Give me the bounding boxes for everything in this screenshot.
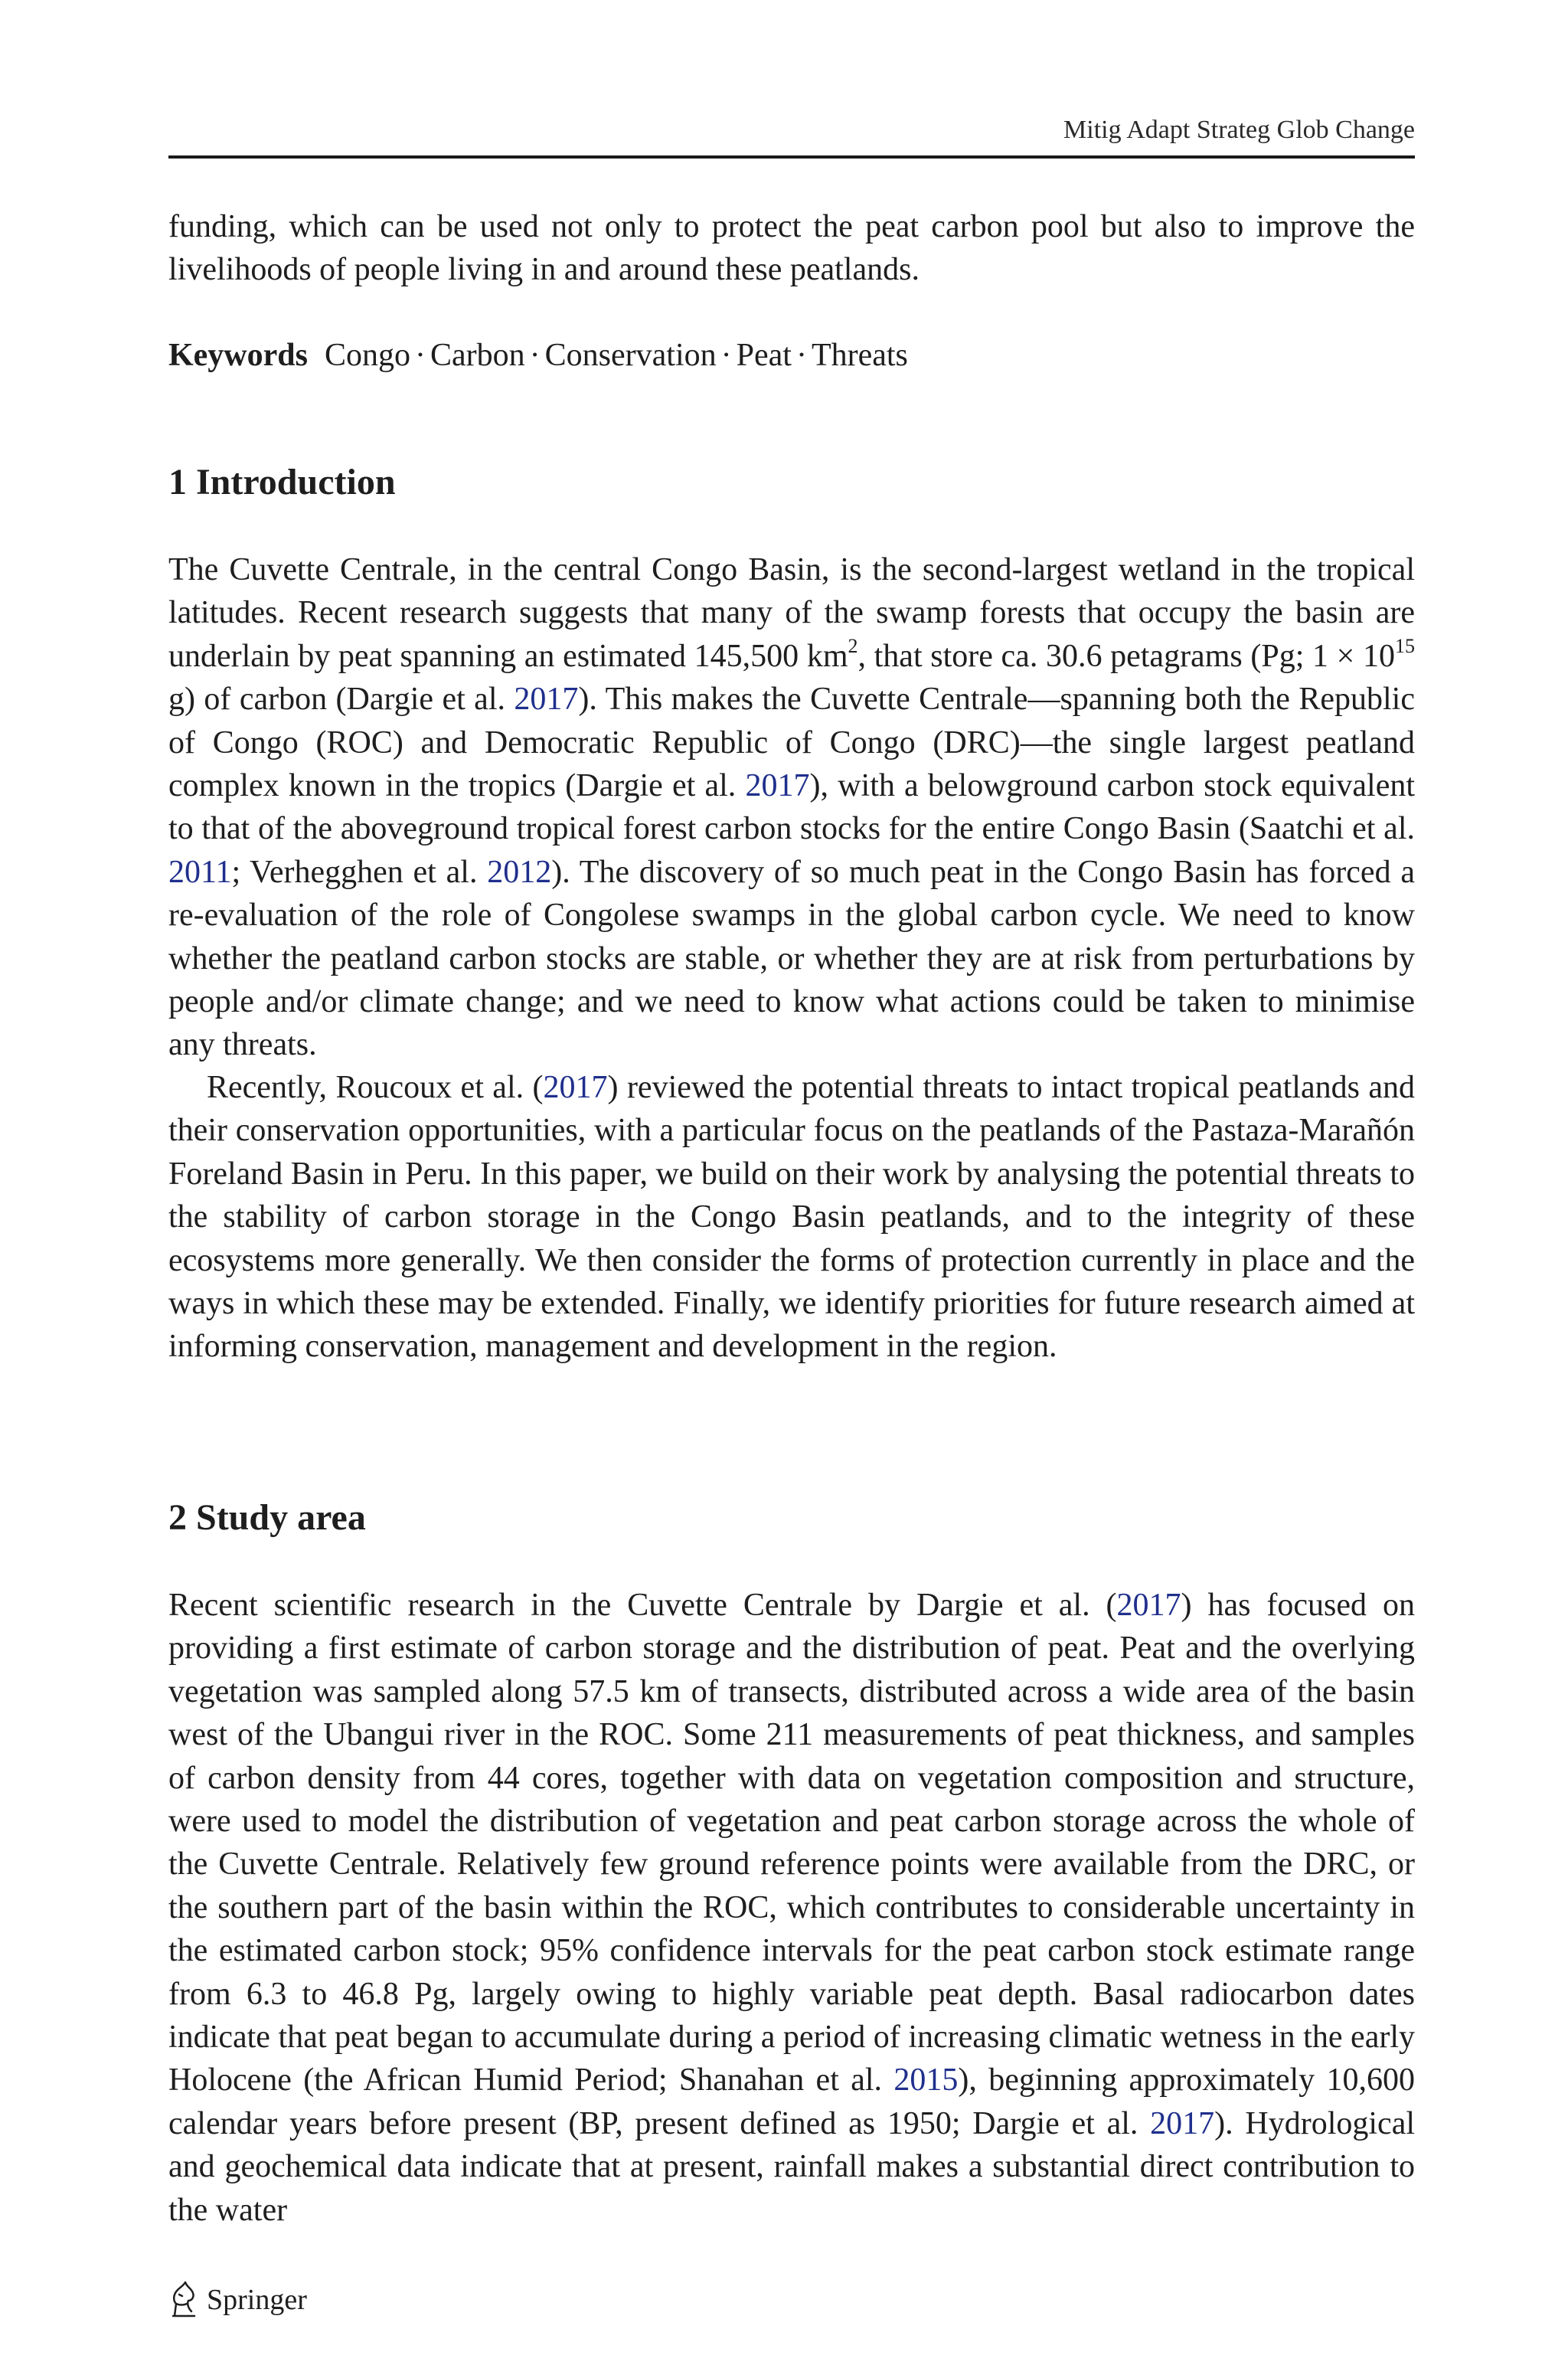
section-2-title: 2 Study area bbox=[168, 1497, 366, 1538]
superscript: 15 bbox=[1394, 634, 1415, 657]
citation-link[interactable]: 2017 bbox=[745, 768, 810, 804]
introduction-paragraph-2: Recently, Roucoux et al. (2017) reviewed the potential threats to intact tropical peatlands and their conservation opportunities, with a particular focus on the peatlands of the Pastaza-Marañón Foreland Basin in Peru. In this paper, we build on their work by analysing the potential threats to the stability of carbon storage in the Congo Basin peatlands, and to the integrity of these ecosystems more generally. We then consider the forms of protection currently in place and the ways in which these may be extended. Finally, we identify priorities for future research aimed at informing conservation, management and development in the region. bbox=[168, 1070, 1415, 1365]
keyword-separator: · bbox=[529, 338, 541, 373]
citation-link[interactable]: 2012 bbox=[487, 854, 552, 890]
citation-link[interactable]: 2015 bbox=[893, 2062, 959, 2098]
citation-link[interactable]: 2017 bbox=[543, 1070, 608, 1105]
citation-link[interactable]: 2011 bbox=[168, 854, 232, 890]
keyword: Threats bbox=[811, 338, 908, 373]
keywords-label: Keywords bbox=[168, 338, 308, 373]
keyword-separator: · bbox=[795, 338, 807, 373]
citation-link[interactable]: 2017 bbox=[514, 682, 579, 718]
header-rule bbox=[168, 155, 1415, 159]
springer-horse-icon bbox=[168, 2281, 199, 2319]
keyword-separator: · bbox=[415, 338, 426, 373]
citation-link[interactable]: 2017 bbox=[1150, 2105, 1215, 2141]
abstract-tail-paragraph: funding, which can be used not only to protect the peat carbon pool but also to improve the livelihoods of people living in and around these peatlands. bbox=[168, 209, 1415, 288]
section-1-title: 1 Introduction bbox=[168, 462, 396, 502]
keyword: Carbon bbox=[430, 338, 525, 373]
keyword: Congo bbox=[325, 338, 411, 373]
footer bbox=[168, 2278, 307, 2321]
keyword: Peat bbox=[736, 338, 792, 373]
study-area-paragraph-1: Recent scientific research in the Cuvette Centrale by Dargie et al. (2017) has focused on providing a first estimate of carbon storage and the distribution of peat. Peat and the overlying vegetation was sampled along 57.5 km of transects, distributed across a wide area of the basin west of the Ubangui river in the ROC. Some 211 measurements of peat thickness, and samples of carbon density from 44 cores, together with data on vegetation composition and structure, were used to model the distribution of vegetation and peat carbon storage across the whole of the Cuvette Centrale. Relatively few ground reference points were available from the DRC, or the southern part of the basin within the ROC, which contributes to considerable uncertainty in the estimated carbon stock; 95% confidence intervals for the peat carbon stock estimate range from 6.3 to 46.8 Pg, largely owing to highly variable peat depth. Basal radiocarbon dates indicate that peat began to accumulate during a period of increasing climatic wetness in the early Holocene (the African Humid Period; Shanahan et al. 2015), beginning approximately 10,600 calendar years before present (BP, present defined as 1950; Dargie et al. 2017). Hydrological and geochemical data indicate that at present, rainfall makes a substantial direct contribution to the water bbox=[168, 1588, 1416, 2228]
running-head-journal: Mitig Adapt Strateg Glob Change bbox=[1063, 116, 1415, 144]
keyword: Conservation bbox=[544, 338, 717, 373]
introduction-paragraph-1: The Cuvette Centrale, in the central Congo Basin, is the second-largest wetland in the tropical latitudes. Recent research suggests that many of the swamp forests that occupy the basin are underlain by peat spanning an estimated 145,500 $km^2$, that store ca. 30.6 petagrams (Pg; $1 \times 10^{15}$ g) of carbon (Dargie et al. 2017). This makes the Cuvette Centrale—spanning both the Republic of Congo (ROC) and Democratic Republic of Congo (DRC)—the single largest peatland complex known in the tropics (Dargie et al. 2017), with a belowground carbon stock equivalent to that of the aboveground tropical forest carbon stocks for the entire Congo Basin (Saatchi et al. 2011; Verhegghen et al. 2012). The discovery of so much peat in the Congo Basin has forced a re-evaluation of the role of Congolese swamps in the global carbon cycle. We need to know whether the peatland carbon stocks are stable, or whether they are at risk from perturbations by people and/or climate change; and we need to know what actions could be taken to minimise any threats. bbox=[168, 552, 1415, 1063]
citation-link[interactable]: 2017 bbox=[1116, 1588, 1181, 1623]
keyword-separator: · bbox=[720, 338, 732, 373]
page bbox=[168, 0, 1415, 2378]
publisher-name: Springer bbox=[207, 2284, 307, 2316]
keywords-line bbox=[168, 334, 908, 377]
superscript: 2 bbox=[848, 634, 858, 657]
